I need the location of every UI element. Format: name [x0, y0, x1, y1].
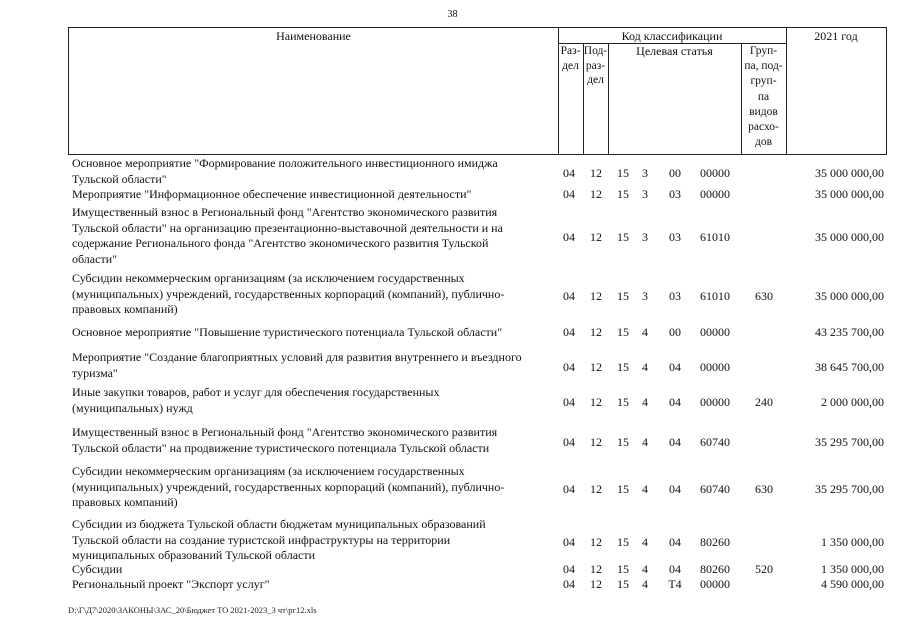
- row-name: Имущественный взнос в Региональный фонд "Агентство экономического развития Тульской области" на организацию презентационно-выставочной деятельности и на содержание Регионального фонда "Агентство экономического развития Тульской области": [72, 205, 503, 266]
- cell-amount: 35 000 000,00: [815, 230, 884, 245]
- cell-cs4: 00000: [700, 165, 730, 180]
- cell-amount: 1 350 000,00: [821, 534, 884, 549]
- header-year: 2021 год: [814, 29, 858, 43]
- cell-razdel: 04: [563, 230, 575, 245]
- header-target: Целевая статья: [636, 44, 713, 58]
- cell-podrazdel: 12: [590, 165, 602, 180]
- cell-amount: 35 000 000,00: [815, 187, 884, 201]
- cell-amount: 38 645 700,00: [815, 359, 884, 374]
- cell-cs3: 04: [669, 434, 681, 449]
- cell-amount: 2 000 000,00: [821, 394, 884, 409]
- cell-group: 630: [755, 481, 773, 496]
- cell-cs1: 15: [617, 434, 629, 449]
- cell-cs1: 15: [617, 325, 629, 339]
- cell-cs1: 15: [617, 534, 629, 549]
- cell-cs1: 15: [617, 359, 629, 374]
- cell-cs4: 80260: [700, 534, 730, 549]
- cell-cs4: 60740: [700, 434, 730, 449]
- cell-amount: 35 295 700,00: [815, 434, 884, 449]
- cell-razdel: 04: [563, 165, 575, 180]
- cell-podrazdel: 12: [590, 394, 602, 409]
- cell-cs4: 61010: [700, 288, 730, 303]
- cell-cs2: 3: [642, 288, 648, 303]
- row-name: Субсидии некоммерческим организациям (за исключением государственных (муниципальных) учреждений, государственных корпораций (компаний), публично- правовых компаний): [72, 271, 505, 316]
- file-path-footer: D:\Г\Д7\2020\ЗАКОНЫ\ЗАС_20\Бюджет ТО 2021-2023_3 чт\рг12.xls: [68, 605, 317, 615]
- cell-cs3: 00: [669, 165, 681, 180]
- cell-cs2: 4: [642, 325, 648, 339]
- cell-cs4: 00000: [700, 325, 730, 339]
- cell-cs3: 04: [669, 481, 681, 496]
- cell-cs1: 15: [617, 187, 629, 201]
- cell-razdel: 04: [563, 534, 575, 549]
- cell-amount: 4 590 000,00: [821, 577, 884, 591]
- row-name: Субсидии из бюджета Тульской области бюджетам муниципальных образований Тульской области на создание туристской инфраструктуры на территории муниципальных образований Тульской области: [72, 517, 486, 562]
- cell-podrazdel: 12: [590, 187, 602, 201]
- cell-amount: 35 000 000,00: [815, 165, 884, 180]
- cell-podrazdel: 12: [590, 481, 602, 496]
- cell-cs4: 61010: [700, 230, 730, 245]
- cell-cs2: 4: [642, 359, 648, 374]
- header-group: Груп- па, под- груп- па видов расхо- дов: [744, 45, 783, 149]
- cell-cs3: 04: [669, 394, 681, 409]
- cell-cs2: 4: [642, 394, 648, 409]
- cell-cs3: 00: [669, 325, 681, 339]
- row-name: Имущественный взнос в Региональный фонд "Агентство экономического развития Тульской области" на продвижение туристического потенциала Тульской области: [72, 425, 498, 455]
- cell-cs1: 15: [617, 165, 629, 180]
- cell-razdel: 04: [563, 288, 575, 303]
- row-name: Основное мероприятие "Формирование положительного инвестиционного имиджа Тульской области": [72, 156, 498, 186]
- cell-podrazdel: 12: [590, 562, 602, 576]
- cell-cs1: 15: [617, 230, 629, 245]
- cell-podrazdel: 12: [590, 359, 602, 374]
- cell-cs4: 60740: [700, 481, 730, 496]
- cell-cs3: Т4: [668, 577, 682, 591]
- cell-razdel: 04: [563, 434, 575, 449]
- cell-podrazdel: 12: [590, 534, 602, 549]
- cell-group: 520: [755, 562, 773, 576]
- cell-razdel: 04: [563, 394, 575, 409]
- cell-podrazdel: 12: [590, 325, 602, 339]
- cell-razdel: 04: [563, 577, 575, 591]
- cell-cs3: 03: [669, 187, 681, 201]
- cell-amount: 43 235 700,00: [815, 325, 884, 339]
- header-name: Наименование: [276, 29, 351, 43]
- cell-cs2: 3: [642, 230, 648, 245]
- cell-cs2: 3: [642, 187, 648, 201]
- cell-cs4: 00000: [700, 359, 730, 374]
- cell-cs1: 15: [617, 562, 629, 576]
- row-name: Мероприятие "Информационное обеспечение инвестиционной деятельности": [72, 187, 472, 201]
- cell-cs1: 15: [617, 481, 629, 496]
- cell-cs3: 04: [669, 562, 681, 576]
- cell-group: 630: [755, 288, 773, 303]
- cell-cs3: 04: [669, 359, 681, 374]
- cell-amount: 35 295 700,00: [815, 481, 884, 496]
- header-subsection: Под- раз- дел: [583, 45, 608, 86]
- cell-cs4: 80260: [700, 562, 730, 576]
- cell-cs2: 3: [642, 165, 648, 180]
- cell-cs3: 03: [669, 288, 681, 303]
- page-number: 38: [447, 9, 458, 20]
- cell-cs1: 15: [617, 394, 629, 409]
- header-classification: Код классификации: [621, 29, 723, 43]
- cell-cs1: 15: [617, 288, 629, 303]
- cell-podrazdel: 12: [590, 288, 602, 303]
- cell-cs2: 4: [642, 577, 648, 591]
- cell-razdel: 04: [563, 325, 575, 339]
- cell-amount: 35 000 000,00: [815, 288, 884, 303]
- cell-cs4: 00000: [700, 577, 730, 591]
- cell-razdel: 04: [563, 481, 575, 496]
- cell-razdel: 04: [563, 187, 575, 201]
- row-name: Субсидии некоммерческим организациям (за исключением государственных (муниципальных) учреждений, государственных корпораций (компаний), публично- правовых компаний): [72, 464, 505, 509]
- cell-cs3: 03: [669, 230, 681, 245]
- row-name: Мероприятие "Создание благоприятных условий для развития внутреннего и въездного туризма": [72, 350, 522, 380]
- cell-cs2: 4: [642, 481, 648, 496]
- cell-cs4: 00000: [700, 394, 730, 409]
- cell-cs1: 15: [617, 577, 629, 591]
- cell-amount: 1 350 000,00: [821, 562, 884, 576]
- header-section: Раз- дел: [560, 45, 581, 72]
- cell-cs2: 4: [642, 434, 648, 449]
- row-name: Региональный проект "Экспорт услуг": [72, 577, 270, 591]
- row-name: Основное мероприятие "Повышение туристического потенциала Тульской области": [72, 325, 503, 339]
- cell-group: 240: [755, 394, 773, 409]
- cell-podrazdel: 12: [590, 577, 602, 591]
- row-name: Иные закупки товаров, работ и услуг для обеспечения государственных (муниципальных) нужд: [72, 385, 440, 415]
- cell-cs4: 00000: [700, 187, 730, 201]
- cell-podrazdel: 12: [590, 434, 602, 449]
- cell-cs2: 4: [642, 534, 648, 549]
- row-name: Субсидии: [72, 562, 123, 576]
- cell-cs2: 4: [642, 562, 648, 576]
- cell-cs3: 04: [669, 534, 681, 549]
- cell-razdel: 04: [563, 359, 575, 374]
- cell-podrazdel: 12: [590, 230, 602, 245]
- cell-razdel: 04: [563, 562, 575, 576]
- table-header: [68, 27, 887, 155]
